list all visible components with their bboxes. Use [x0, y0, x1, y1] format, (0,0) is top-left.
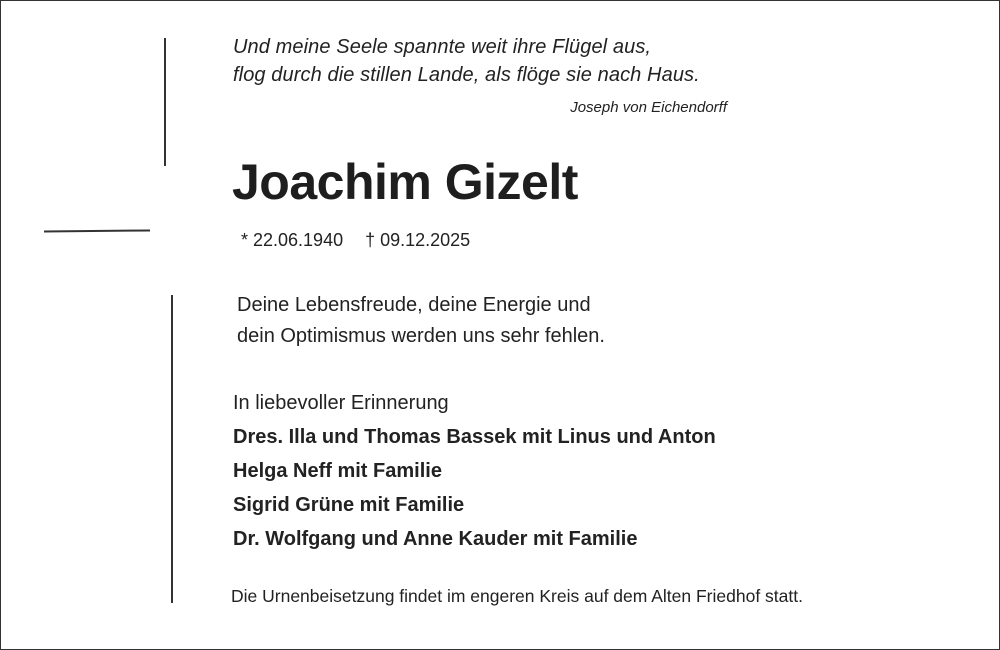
message-line: Deine Lebensfreude, deine Energie und [237, 294, 591, 316]
life-dates [241, 230, 470, 251]
mourner-name: Dres. Illa und Thomas Bassek mit Linus und Anton [233, 426, 716, 448]
cross-lower-beam [171, 295, 173, 603]
mourners-intro: In liebevoller Erinnerung [233, 392, 449, 414]
farewell-message [237, 290, 605, 352]
message-line: dein Optimismus werden uns sehr fehlen. [237, 325, 605, 347]
quote-line: Und meine Seele spannte weit ihre Flügel aus, [233, 36, 652, 58]
cross-upper-beam [164, 38, 166, 166]
mourner-name: Helga Neff mit Familie [233, 460, 442, 482]
mourners-list [233, 386, 716, 556]
birth-date: * 22.06.1940 [241, 230, 344, 250]
death-date: † 09.12.2025 [365, 230, 471, 250]
mourner-name: Sigrid Grüne mit Familie [233, 494, 465, 516]
mourner-name: Dr. Wolfgang und Anne Kauder mit Familie [233, 528, 638, 550]
quote-author: Joseph von Eichendorff [570, 99, 727, 116]
deceased-name: Joachim Gizelt [232, 154, 578, 210]
quote-line: flog durch die stillen Lande, als flöge sie nach Haus. [233, 64, 700, 86]
poem-quote [233, 33, 700, 89]
burial-note: Die Urnenbeisetzung findet im engeren Kreis auf dem Alten Friedhof statt. [231, 586, 803, 606]
